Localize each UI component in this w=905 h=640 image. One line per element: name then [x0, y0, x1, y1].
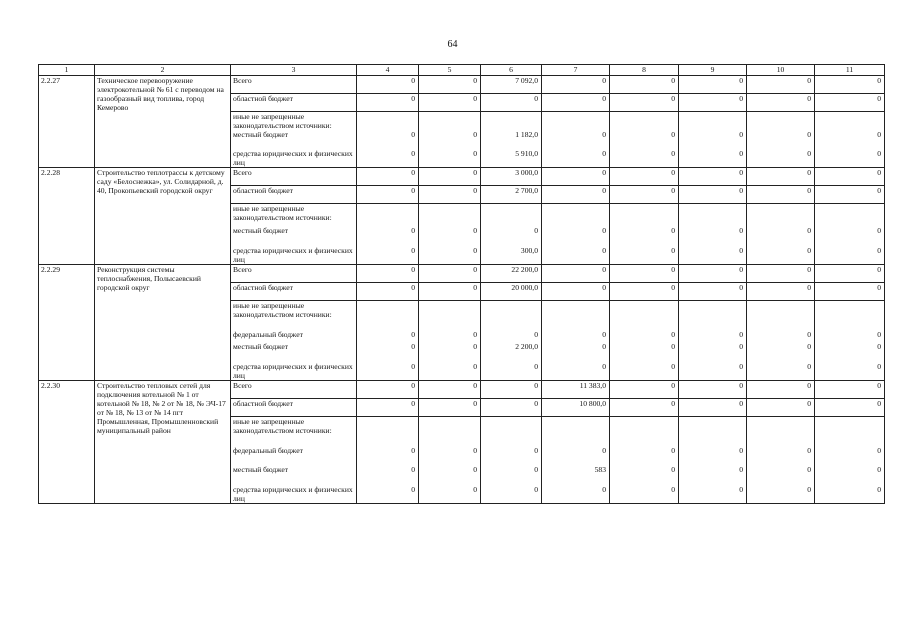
subitem-value: 0 — [602, 330, 606, 339]
subitem-label: местный бюджет — [233, 130, 289, 139]
column-header: 3 — [231, 65, 357, 76]
total-value: 0 — [481, 381, 542, 399]
regional-value: 0 — [610, 186, 679, 204]
subitem-value: 0 — [671, 226, 675, 235]
subitem-values-cell — [419, 417, 481, 504]
subitem-value: 0 — [473, 130, 477, 139]
column-header: 8 — [610, 65, 679, 76]
regional-value: 0 — [542, 283, 610, 301]
regional-label: областной бюджет — [231, 186, 357, 204]
total-value: 0 — [419, 76, 481, 94]
regional-value: 0 — [357, 283, 419, 301]
subitem-value: 0 — [411, 149, 415, 158]
total-value: 0 — [419, 381, 481, 399]
subitem-values-cell — [542, 301, 610, 381]
subitem-value: 0 — [411, 446, 415, 455]
other-sources-label: иные не запрещенные законодательством источники: — [233, 204, 332, 222]
subitem-value: 0 — [739, 226, 743, 235]
total-value: 0 — [542, 168, 610, 186]
subitem-value: 0 — [877, 149, 881, 158]
total-value: 0 — [357, 265, 419, 283]
subitem-value: 0 — [473, 226, 477, 235]
regional-value: 2 700,0 — [481, 186, 542, 204]
subitem-value: 0 — [534, 446, 538, 455]
total-value: 0 — [610, 168, 679, 186]
other-sources-label: иные не запрещенные законодательством источники: — [233, 417, 332, 435]
total-value: 0 — [357, 168, 419, 186]
subitem-value: 0 — [671, 362, 675, 371]
subitem-value: 0 — [411, 362, 415, 371]
total-value: 0 — [815, 168, 885, 186]
subitem-value: 0 — [411, 465, 415, 474]
subitem-value: 1 182,0 — [515, 130, 538, 139]
total-label: Всего — [231, 76, 357, 94]
regional-value: 0 — [542, 186, 610, 204]
total-value: 0 — [542, 265, 610, 283]
regional-value: 0 — [419, 94, 481, 112]
regional-label: областной бюджет — [231, 283, 357, 301]
total-value: 3 000,0 — [481, 168, 542, 186]
total-value: 7 092,0 — [481, 76, 542, 94]
subitem-values-cell — [542, 417, 610, 504]
subitem-value: 0 — [602, 342, 606, 351]
regional-value: 0 — [357, 399, 419, 417]
subitem-value: 0 — [602, 246, 606, 255]
subitem-value: 0 — [473, 330, 477, 339]
subitem-value: 0 — [473, 485, 477, 494]
subitem-value: 0 — [602, 446, 606, 455]
subitem-value: 0 — [473, 342, 477, 351]
regional-value: 0 — [481, 94, 542, 112]
subitem-values-cell — [679, 417, 747, 504]
total-value: 0 — [610, 381, 679, 399]
total-label: Всего — [231, 381, 357, 399]
regional-value: 10 800,0 — [542, 399, 610, 417]
total-value: 0 — [815, 381, 885, 399]
subitem-value: 0 — [602, 485, 606, 494]
other-sources-cell — [231, 417, 357, 504]
subitem-value: 0 — [602, 130, 606, 139]
subitem-label: средства юридических и физических лиц — [233, 362, 353, 380]
total-value: 0 — [747, 381, 815, 399]
subitem-value: 0 — [807, 446, 811, 455]
regional-value: 0 — [747, 186, 815, 204]
subitem-values-cell — [357, 417, 419, 504]
subitem-value: 0 — [473, 362, 477, 371]
subitem-value: 0 — [534, 362, 538, 371]
total-label: Всего — [231, 168, 357, 186]
subitem-value: 0 — [411, 130, 415, 139]
regional-value: 0 — [419, 186, 481, 204]
row-number: 2.2.29 — [39, 265, 95, 381]
row-number: 2.2.27 — [39, 76, 95, 168]
subitem-label: местный бюджет — [233, 465, 289, 474]
subitem-value: 0 — [877, 465, 881, 474]
subitem-value: 0 — [807, 362, 811, 371]
subitem-label: местный бюджет — [233, 226, 289, 235]
subitem-value: 0 — [411, 246, 415, 255]
row-title: Строительство теплотрассы к детскому саду «Белоснежка», ул. Солидарной, д. 40, Прокопьевский городской округ — [95, 168, 231, 265]
total-value: 0 — [747, 265, 815, 283]
subitem-value: 5 910,0 — [515, 149, 538, 158]
subitem-values-cell — [357, 301, 419, 381]
table-row-total — [39, 265, 885, 283]
subitem-values-cell — [610, 204, 679, 265]
total-value: 11 383,0 — [542, 381, 610, 399]
regional-value: 0 — [679, 186, 747, 204]
subitem-value: 0 — [671, 342, 675, 351]
subitem-values-cell — [481, 112, 542, 168]
subitem-values-cell — [679, 301, 747, 381]
subitem-value: 0 — [473, 446, 477, 455]
subitem-value: 0 — [877, 342, 881, 351]
subitem-value: 0 — [807, 246, 811, 255]
column-header: 11 — [815, 65, 885, 76]
regional-value: 0 — [419, 399, 481, 417]
subitem-value: 0 — [877, 485, 881, 494]
other-sources-label: иные не запрещенные законодательством источники: — [233, 112, 332, 130]
other-sources-cell — [231, 112, 357, 168]
regional-value: 0 — [419, 283, 481, 301]
subitem-value: 0 — [473, 465, 477, 474]
subitem-value: 0 — [411, 330, 415, 339]
regional-value: 0 — [481, 399, 542, 417]
subitem-value: 0 — [739, 330, 743, 339]
row-number: 2.2.28 — [39, 168, 95, 265]
total-value: 0 — [357, 76, 419, 94]
regional-value: 20 000,0 — [481, 283, 542, 301]
subitem-value: 0 — [602, 149, 606, 158]
subitem-value: 0 — [807, 342, 811, 351]
column-header: 7 — [542, 65, 610, 76]
subitem-value: 0 — [807, 330, 811, 339]
budget-table — [38, 64, 885, 504]
subitem-value: 0 — [877, 226, 881, 235]
total-value: 0 — [542, 76, 610, 94]
subitem-value: 0 — [877, 330, 881, 339]
subitem-value: 0 — [671, 465, 675, 474]
table-row-total — [39, 381, 885, 399]
other-sources-cell — [231, 301, 357, 381]
subitem-value: 0 — [671, 330, 675, 339]
subitem-values-cell — [815, 112, 885, 168]
subitem-value: 0 — [739, 446, 743, 455]
regional-value: 0 — [610, 283, 679, 301]
subitem-values-cell — [542, 112, 610, 168]
regional-value: 0 — [542, 94, 610, 112]
column-header: 4 — [357, 65, 419, 76]
subitem-value: 0 — [671, 485, 675, 494]
row-title: Техническое перевооружение электрокотельной № 61 с переводом на газообразный вид топлива, город Кемерово — [95, 76, 231, 168]
subitem-values-cell — [481, 417, 542, 504]
regional-value: 0 — [357, 186, 419, 204]
subitem-value: 0 — [807, 149, 811, 158]
subitem-value: 0 — [739, 130, 743, 139]
total-value: 0 — [679, 381, 747, 399]
subitem-value: 0 — [602, 226, 606, 235]
subitem-value: 0 — [534, 226, 538, 235]
subitem-value: 300,0 — [520, 246, 538, 255]
subitem-value: 0 — [411, 485, 415, 494]
row-number: 2.2.30 — [39, 381, 95, 504]
subitem-value: 0 — [877, 362, 881, 371]
regional-value: 0 — [679, 283, 747, 301]
subitem-value: 0 — [534, 330, 538, 339]
total-value: 22 200,0 — [481, 265, 542, 283]
subitem-values-cell — [357, 112, 419, 168]
subitem-value: 0 — [671, 149, 675, 158]
subitem-value: 0 — [473, 246, 477, 255]
column-header: 9 — [679, 65, 747, 76]
subitem-values-cell — [610, 301, 679, 381]
regional-value: 0 — [610, 94, 679, 112]
page-number: 64 — [447, 39, 458, 50]
total-value: 0 — [679, 76, 747, 94]
column-header: 2 — [95, 65, 231, 76]
subitem-value: 0 — [473, 149, 477, 158]
subitem-values-cell — [679, 204, 747, 265]
regional-value: 0 — [747, 94, 815, 112]
subitem-value: 0 — [411, 226, 415, 235]
subitem-values-cell — [747, 112, 815, 168]
total-value: 0 — [610, 265, 679, 283]
total-value: 0 — [747, 76, 815, 94]
total-value: 0 — [815, 265, 885, 283]
subitem-value: 0 — [877, 130, 881, 139]
subitem-label: местный бюджет — [233, 342, 289, 351]
subitem-values-cell — [747, 417, 815, 504]
subitem-value: 0 — [671, 246, 675, 255]
column-header: 10 — [747, 65, 815, 76]
regional-value: 0 — [679, 94, 747, 112]
regional-value: 0 — [679, 399, 747, 417]
total-value: 0 — [815, 76, 885, 94]
subitem-label: федеральный бюджет — [233, 330, 303, 339]
subitem-values-cell — [481, 204, 542, 265]
regional-value: 0 — [357, 94, 419, 112]
subitem-values-cell — [679, 112, 747, 168]
total-value: 0 — [679, 265, 747, 283]
subitem-value: 0 — [739, 246, 743, 255]
subitem-values-cell — [815, 417, 885, 504]
subitem-values-cell — [419, 301, 481, 381]
total-value: 0 — [679, 168, 747, 186]
subitem-value: 583 — [594, 465, 606, 474]
subitem-value: 0 — [807, 130, 811, 139]
regional-value: 0 — [747, 399, 815, 417]
table-row-total — [39, 168, 885, 186]
subitem-value: 0 — [807, 465, 811, 474]
row-title: Строительство тепловых сетей для подключения котельной № 1 от котельной № 18, № 2 от № 18, № ЭЧ-17 от № 18, № 13 от № 14 пгт Промышленная, Промышленновский муниципальный район — [95, 381, 231, 504]
subitem-value: 0 — [807, 485, 811, 494]
subitem-value: 0 — [739, 485, 743, 494]
total-label: Всего — [231, 265, 357, 283]
subitem-value: 0 — [877, 446, 881, 455]
total-value: 0 — [357, 381, 419, 399]
subitem-value: 0 — [739, 465, 743, 474]
total-value: 0 — [419, 168, 481, 186]
subitem-label: средства юридических и физических лиц — [233, 149, 353, 167]
subitem-values-cell — [481, 301, 542, 381]
regional-value: 0 — [815, 399, 885, 417]
subitem-value: 0 — [411, 342, 415, 351]
row-title: Реконструкция системы теплоснабжения, Полысаевский городской округ — [95, 265, 231, 381]
subitem-values-cell — [357, 204, 419, 265]
subitem-value: 2 200,0 — [515, 342, 538, 351]
total-value: 0 — [419, 265, 481, 283]
subitem-values-cell — [610, 417, 679, 504]
regional-value: 0 — [815, 94, 885, 112]
subitem-value: 0 — [807, 226, 811, 235]
subitem-value: 0 — [739, 342, 743, 351]
subitem-label: средства юридических и физических лиц — [233, 246, 353, 264]
regional-label: областной бюджет — [231, 94, 357, 112]
regional-value: 0 — [747, 283, 815, 301]
regional-label: областной бюджет — [231, 399, 357, 417]
subitem-values-cell — [542, 204, 610, 265]
subitem-values-cell — [747, 301, 815, 381]
column-header: 1 — [39, 65, 95, 76]
subitem-values-cell — [610, 112, 679, 168]
subitem-values-cell — [815, 301, 885, 381]
other-sources-cell — [231, 204, 357, 265]
column-header: 5 — [419, 65, 481, 76]
regional-value: 0 — [610, 399, 679, 417]
total-value: 0 — [747, 168, 815, 186]
subitem-values-cell — [419, 112, 481, 168]
column-header: 6 — [481, 65, 542, 76]
subitem-value: 0 — [671, 130, 675, 139]
subitem-values-cell — [815, 204, 885, 265]
subitem-values-cell — [419, 204, 481, 265]
subitem-value: 0 — [671, 446, 675, 455]
subitem-value: 0 — [739, 149, 743, 158]
subitem-label: средства юридических и физических лиц — [233, 485, 353, 503]
subitem-label: федеральный бюджет — [233, 446, 303, 455]
subitem-value: 0 — [877, 246, 881, 255]
subitem-value: 0 — [739, 362, 743, 371]
subitem-value: 0 — [534, 485, 538, 494]
regional-value: 0 — [815, 186, 885, 204]
table-row-total — [39, 76, 885, 94]
total-value: 0 — [610, 76, 679, 94]
other-sources-label: иные не запрещенные законодательством источники: — [233, 301, 332, 319]
subitem-values-cell — [747, 204, 815, 265]
subitem-value: 0 — [534, 465, 538, 474]
subitem-value: 0 — [602, 362, 606, 371]
regional-value: 0 — [815, 283, 885, 301]
header-row — [39, 65, 885, 76]
